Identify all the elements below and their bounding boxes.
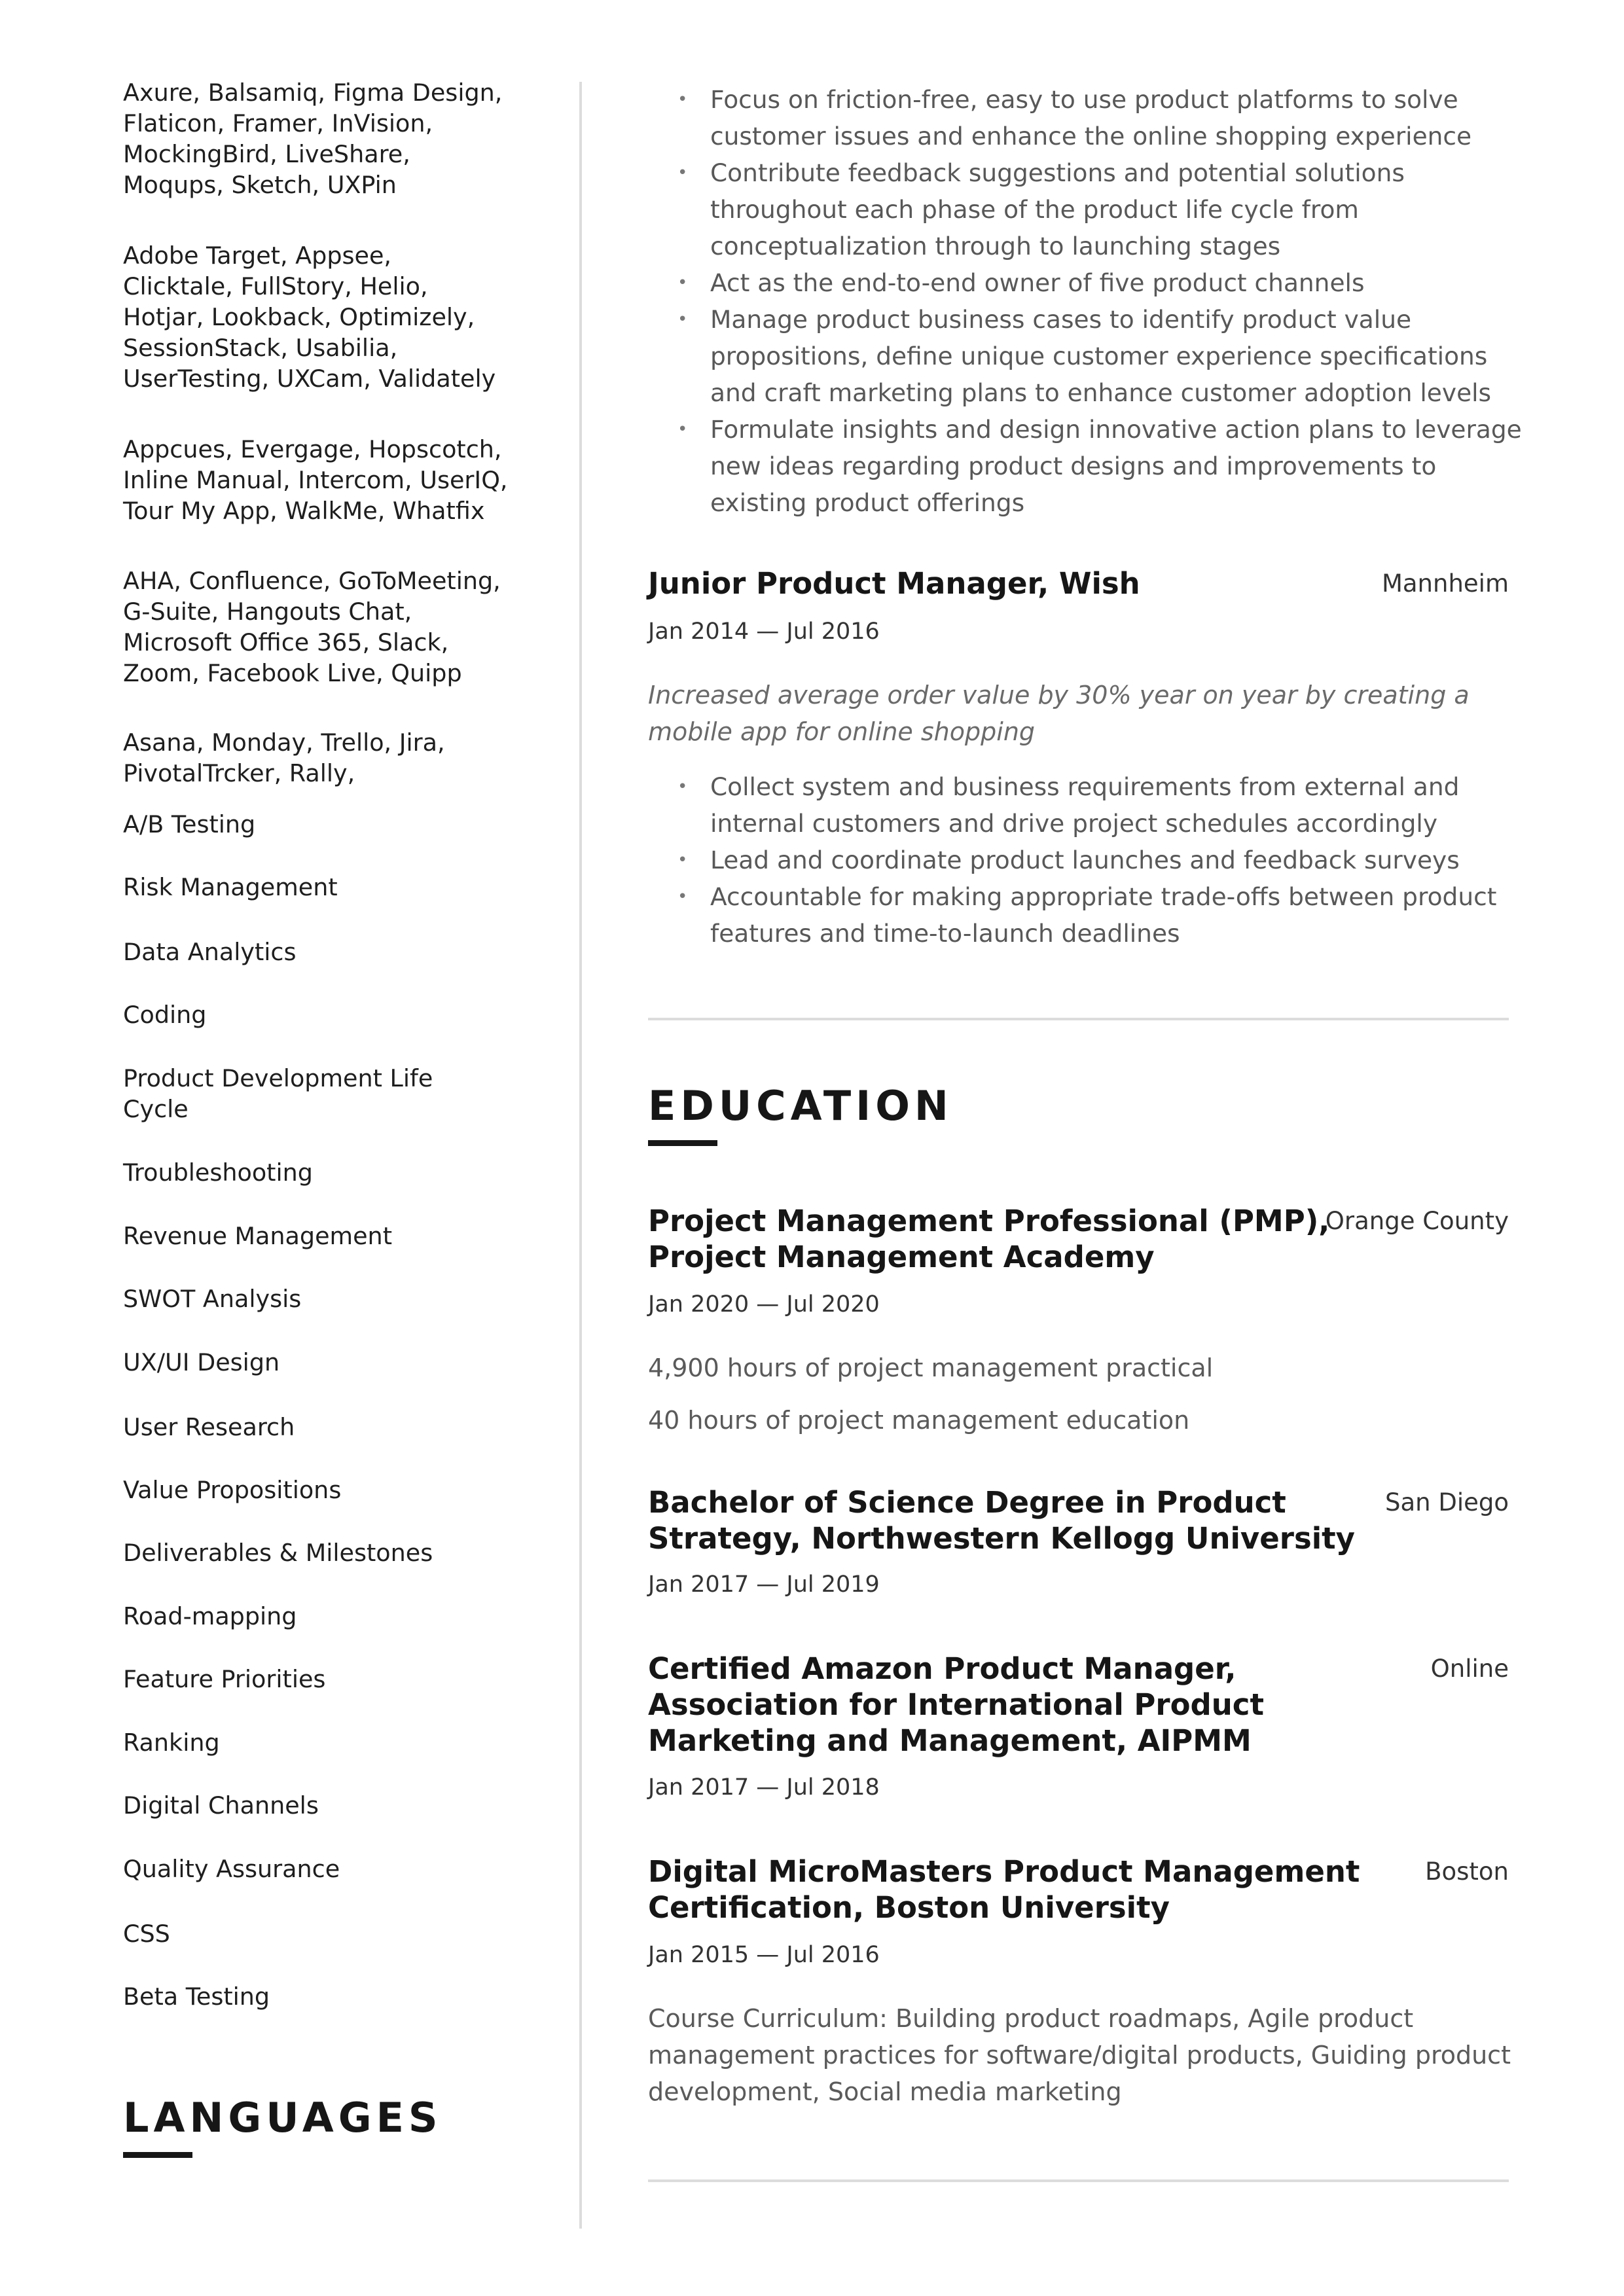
skill-item: Value Propositions [123,1476,342,1504]
job-entry [648,565,1140,601]
education-detail: 4,900 hours of project management practical [648,1354,1214,1382]
skill-item: Data Analytics [123,938,297,966]
education-detail: 40 hours of project management education [648,1406,1190,1435]
section-divider [648,1018,1509,1020]
job-date: Jan 2014 — Jul 2016 [648,619,880,645]
education-location: Boston [1425,1857,1509,1886]
education-title: Digital MicroMasters Product Management Certification, Boston University [648,1854,1360,1925]
skill-item: Coding [123,1001,207,1029]
skill-item: Axure, Balsamiq, Figma Design, Flaticon, Framer, InVision, MockingBird, LiveShare, Moqups, Sketch, UXPin [123,79,503,199]
education-heading: EDUCATION [648,1082,953,1130]
job-location: Mannheim [1381,569,1509,598]
bullet-item: • Lead and coordinate product launches and feedback surveys [710,842,1522,878]
skill-item: Quality Assurance [123,1855,340,1883]
job-title: Junior Product Manager, Wish [648,566,1140,601]
skill-item: Deliverables & Milestones [123,1539,433,1567]
bullet-item: • Accountable for making appropriate trade-offs between product features and time-to-launch deadlines [710,878,1522,952]
skill-item: User Research [123,1413,295,1441]
skill-item: Appcues, Evergage, Hopscotch, Inline Manual, Intercom, UserIQ, Tour My App, WalkMe, Whatfix [123,435,508,525]
skill-item: Road-mapping [123,1602,297,1630]
education-location: Online [1430,1655,1509,1683]
education-section [648,1080,953,1146]
bullet-item: • Act as the end-to-end owner of five product channels [710,264,1522,301]
skill-item: Adobe Target, Appsee, Clicktale, FullStory, Helio, Hotjar, Lookback, Optimizely, SessionStack, Usabilia, UserTesting, UXCam, Validately [123,242,496,393]
education-date: Jan 2017 — Jul 2018 [648,1774,880,1801]
skill-item: Revenue Management [123,1222,392,1250]
heading-underline [648,1140,717,1146]
skill-item: Beta Testing [123,1982,270,2011]
skill-item: UX/UI Design [123,1348,280,1376]
skill-item: AHA, Confluence, GoToMeeting, G-Suite, Hangouts Chat, Microsoft Office 365, Slack, Zoom, Facebook Live, Quipp [123,567,501,687]
education-location: Orange County [1325,1207,1509,1235]
skill-item: Digital Channels [123,1791,319,1820]
skill-item: CSS [123,1920,170,1948]
education-title: Project Management Professional (PMP), Project Management Academy [648,1204,1330,1274]
bullet-item: • Collect system and business requirements from external and internal customers and drive project schedules accordingly [710,768,1522,842]
bullet-item: • Manage product business cases to identify product value propositions, define unique customer experience specifications and craft marketing plans to enhance customer adoption levels [710,301,1522,411]
skill-item: Troubleshooting [123,1158,313,1187]
heading-underline [123,2152,192,2158]
education-title: Bachelor of Science Degree in Product Strategy, Northwestern Kellogg University [648,1485,1355,1556]
skill-item: Ranking [123,1729,220,1757]
skill-item: Asana, Monday, Trello, Jira, PivotalTrcker, Rally, [123,728,445,787]
languages-section [123,2092,442,2158]
education-detail: Course Curriculum: Building product roadmaps, Agile product management practices for software/digital products, Guiding product development, Social media marketing [648,2004,1511,2106]
section-divider [648,2179,1509,2182]
column-divider [579,82,582,2229]
skill-item: A/B Testing [123,810,256,838]
skill-item: Risk Management [123,873,338,901]
skill-item: SWOT Analysis [123,1285,302,1313]
education-location: San Diego [1384,1488,1509,1516]
education-title: Certified Amazon Product Manager, Association for International Product Marketing and Management, AIPMM [648,1651,1264,1758]
education-date: Jan 2017 — Jul 2019 [648,1571,880,1598]
bullet-item: • Contribute feedback suggestions and potential solutions throughout each phase of the product life cycle from conceptualization through to launching stages [710,154,1522,264]
languages-heading: LANGUAGES [123,2094,442,2142]
education-date: Jan 2020 — Jul 2020 [648,1291,880,1318]
bullet-item: • Focus on friction-free, easy to use product platforms to solve customer issues and enhance the online shopping experience [710,81,1522,154]
education-date: Jan 2015 — Jul 2016 [648,1942,880,1968]
job-summary: Increased average order value by 30% year on year by creating a mobile app for online shopping [648,681,1470,746]
skill-item: Product Development Life Cycle [123,1064,433,1123]
skill-item: Feature Priorities [123,1665,326,1693]
bullet-item: • Formulate insights and design innovative action plans to leverage new ideas regarding product designs and improvements to existing product offerings [710,411,1522,521]
